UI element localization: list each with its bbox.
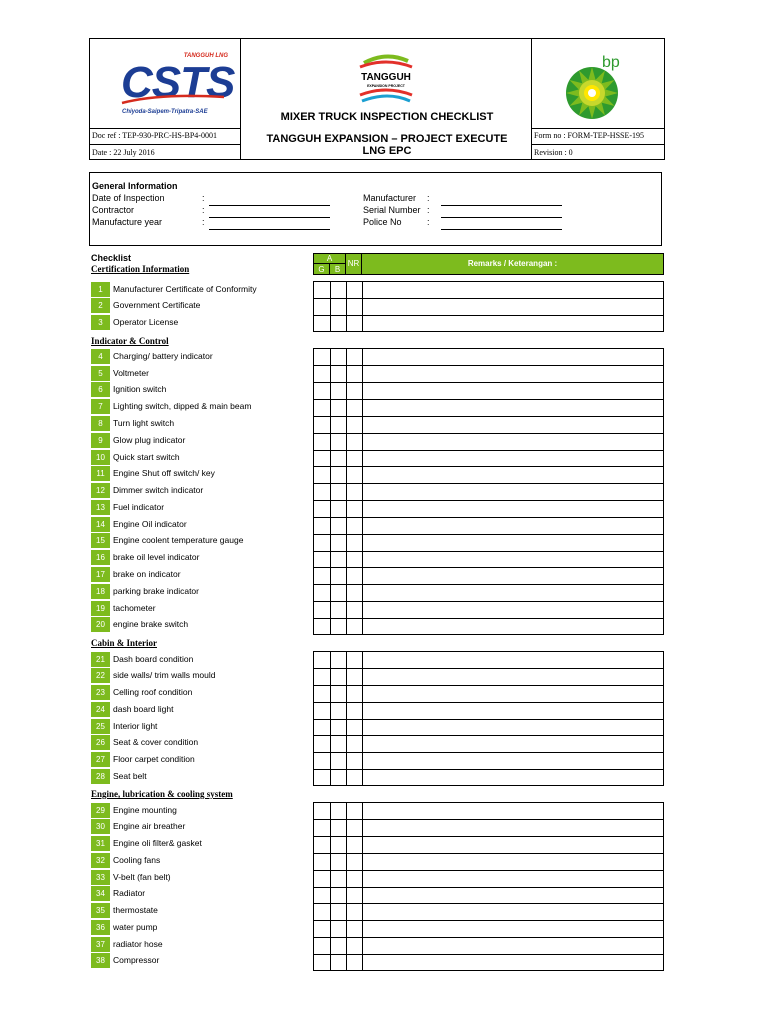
item-label: Engine Shut off switch/ key: [113, 468, 215, 478]
manufacturer-label: Manufacturer: [363, 193, 417, 203]
csts-logo-text: CSTS: [121, 58, 235, 107]
item-label: brake on indicator: [113, 569, 181, 579]
item-label: Seat belt: [113, 771, 147, 781]
item-number: 20: [91, 617, 110, 632]
item-label: Dash board condition: [113, 654, 194, 664]
item-number: 12: [91, 483, 110, 498]
item-label: dash board light: [113, 704, 174, 714]
section-title-certification: Certification Information: [91, 264, 190, 274]
document-header: [89, 38, 665, 160]
doc-ref: Doc ref : TEP-930-PRC-HS-BP4-0001: [92, 131, 217, 140]
item-number: 10: [91, 450, 110, 465]
item-number: 35: [91, 903, 110, 918]
item-number: 1: [91, 282, 110, 297]
item-number: 18: [91, 584, 110, 599]
manufacturer-field[interactable]: [441, 205, 562, 206]
item-label: Cooling fans: [113, 855, 161, 865]
checklist-title: Checklist: [91, 253, 132, 263]
item-number: 24: [91, 702, 110, 717]
item-number: 8: [91, 416, 110, 431]
item-label: thermostate: [113, 905, 158, 915]
document-subtitle-line2: LNG EPC: [362, 145, 412, 157]
column-b-header: B: [329, 263, 346, 275]
item-number: 23: [91, 685, 110, 700]
revision: Revision : 0: [534, 148, 573, 157]
item-label: Dimmer switch indicator: [113, 485, 204, 495]
item-number: 15: [91, 533, 110, 548]
date-of-inspection-label: Date of Inspection: [92, 193, 165, 203]
document-title: MIXER TRUCK INSPECTION CHECKLIST: [280, 111, 494, 123]
item-number: 32: [91, 853, 110, 868]
general-information-box: [89, 172, 662, 246]
item-number: 33: [91, 870, 110, 885]
item-label: Manufacturer Certificate of Conformity: [113, 284, 257, 294]
item-number: 6: [91, 382, 110, 397]
colon: :: [427, 217, 430, 227]
document-subtitle-line1: TANGGUH EXPANSION – PROJECT EXECUTE: [266, 133, 508, 145]
colon: :: [202, 217, 205, 227]
tangguh-logo: [350, 49, 422, 109]
item-label: Lighting switch, dipped & main beam: [113, 401, 252, 411]
header-rule: [531, 128, 665, 129]
item-label: parking brake indicator: [113, 586, 199, 596]
column-g-header: G: [313, 263, 330, 275]
item-label: Turn light switch: [113, 418, 175, 428]
item-label: Voltmeter: [113, 368, 149, 378]
item-label: side walls/ trim walls mould: [113, 670, 216, 680]
bp-logo-text: bp: [602, 54, 620, 71]
item-number: 19: [91, 601, 110, 616]
item-label: Government Certificate: [113, 300, 201, 310]
item-number: 29: [91, 803, 110, 818]
csts-logo: [118, 53, 235, 119]
colon: :: [202, 205, 205, 215]
item-number: 11: [91, 466, 110, 481]
doc-date: Date : 22 July 2016: [92, 148, 155, 157]
item-number: 28: [91, 769, 110, 784]
item-number: 9: [91, 433, 110, 448]
item-label: Engine oli filter& gasket: [113, 838, 202, 848]
item-label: Floor carpet condition: [113, 754, 195, 764]
csts-logo-top-text: TANGGUH LNG: [183, 53, 228, 59]
csts-swoosh: [120, 93, 226, 107]
item-label: Seat & cover condition: [113, 737, 199, 747]
tangguh-logo-sub: EXPANSION PROJECT: [367, 84, 405, 88]
item-number: 21: [91, 652, 110, 667]
serial-number-field[interactable]: [441, 217, 562, 218]
item-number: 30: [91, 819, 110, 834]
item-number: 26: [91, 735, 110, 750]
item-label: radiator hose: [113, 939, 163, 949]
section-table-indicator-control: [313, 348, 664, 635]
colon: :: [202, 193, 205, 203]
colon: :: [427, 193, 430, 203]
column-remarks-header: Remarks / Keterangan :: [361, 253, 664, 275]
item-label: Engine coolent temperature gauge: [113, 535, 244, 545]
section-table-certification: [313, 281, 664, 332]
item-number: 16: [91, 550, 110, 565]
general-information-title: General Information: [92, 181, 178, 191]
item-label: Interior light: [113, 721, 158, 731]
item-label: Ignition switch: [113, 384, 167, 394]
item-label: brake oil level indicator: [113, 552, 200, 562]
form-number: Form no : FORM-TEP-HSSE-195: [534, 131, 645, 140]
colon: :: [427, 205, 430, 215]
bp-logo: [562, 45, 630, 121]
item-label: water pump: [113, 922, 158, 932]
item-label: Celling roof condition: [113, 687, 193, 697]
item-number: 36: [91, 920, 110, 935]
section-table-cabin-interior: [313, 651, 664, 786]
item-number: 25: [91, 719, 110, 734]
header-rule: [531, 144, 665, 145]
date-of-inspection-field[interactable]: [209, 205, 330, 206]
section-title-indicator-control: Indicator & Control: [91, 336, 169, 346]
tangguh-logo-name: TANGGUH: [361, 72, 411, 83]
manufacture-year-label: Manufacture year: [92, 217, 163, 227]
item-number: 7: [91, 399, 110, 414]
item-label: V-belt (fan belt): [113, 872, 171, 882]
document-subtitle: [242, 133, 532, 157]
manufacture-year-field[interactable]: [209, 229, 330, 230]
column-a-header: A: [313, 253, 346, 264]
item-label: Engine Oil indicator: [113, 519, 187, 529]
item-number: 5: [91, 366, 110, 381]
item-number: 38: [91, 953, 110, 968]
column-nr-header: NR: [345, 253, 362, 275]
item-number: 31: [91, 836, 110, 851]
section-title-engine: Engine, lubrication & cooling system: [91, 789, 233, 799]
item-label: Operator License: [113, 317, 179, 327]
item-label: Quick start switch: [113, 452, 180, 462]
item-number: 2: [91, 298, 110, 313]
police-no-field[interactable]: [441, 229, 562, 230]
item-label: Fuel indicator: [113, 502, 165, 512]
item-number: 22: [91, 668, 110, 683]
item-number: 13: [91, 500, 110, 515]
header-rule: [90, 128, 240, 129]
item-label: engine brake switch: [113, 619, 189, 629]
csts-logo-subtitle: Chiyoda-Saipem-Tripatra-SAE: [122, 109, 208, 115]
item-label: Charging/ battery indicator: [113, 351, 213, 361]
tangguh-logo-graphic: [350, 49, 422, 109]
item-label: Radiator: [113, 888, 146, 898]
section-table-engine: [313, 802, 664, 971]
serial-number-label: Serial Number: [363, 205, 421, 215]
section-title-cabin-interior: Cabin & Interior: [91, 638, 157, 648]
bp-helios-icon: [562, 45, 630, 121]
header-divider: [240, 39, 241, 160]
item-number: 4: [91, 349, 110, 364]
item-number: 17: [91, 567, 110, 582]
item-number: 34: [91, 886, 110, 901]
item-number: 37: [91, 937, 110, 952]
item-label: Engine mounting: [113, 805, 177, 815]
contractor-label: Contractor: [92, 205, 135, 215]
contractor-field[interactable]: [209, 217, 330, 218]
item-number: 27: [91, 752, 110, 767]
item-number: 3: [91, 315, 110, 330]
police-no-label: Police No: [363, 217, 402, 227]
item-label: Compressor: [113, 955, 160, 965]
header-rule: [90, 144, 240, 145]
item-label: Engine air breather: [113, 821, 186, 831]
item-label: tachometer: [113, 603, 156, 613]
item-label: Glow plug indicator: [113, 435, 186, 445]
item-number: 14: [91, 517, 110, 532]
